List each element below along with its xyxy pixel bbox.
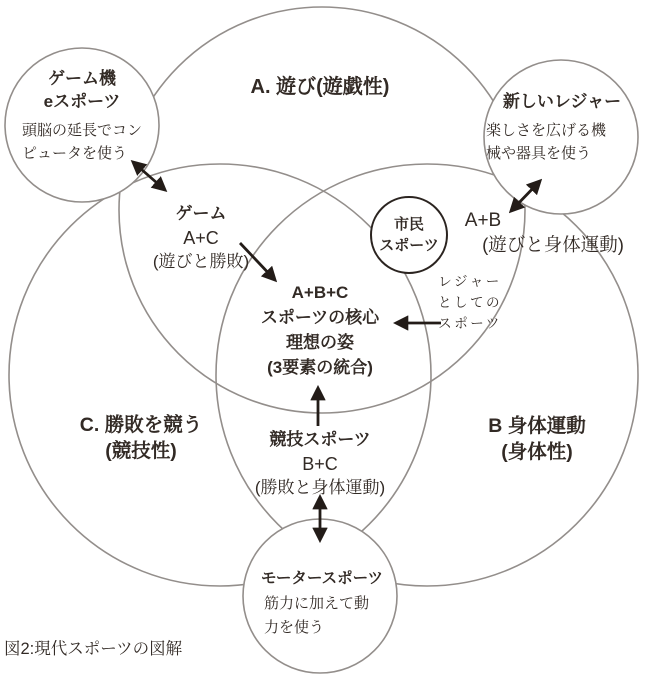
overlap-core-formula: A+B+C	[291, 283, 349, 302]
motor-sports-title: モータースポーツ	[261, 570, 383, 587]
overlap-core-line2: スポーツの核心	[260, 308, 380, 327]
new-leisure-title: 新しいレジャー	[502, 92, 622, 111]
motor-sports-desc	[264, 592, 369, 640]
overlap-core-line4: (3要素の統合)	[267, 358, 373, 377]
region-a-label: A. 遊び(遊戯性)	[250, 76, 390, 98]
region-c-line2: (競技性)	[105, 440, 177, 462]
new-leisure-desc	[486, 119, 606, 165]
game-machine-desc-line1: 頭脳の延長でコン	[22, 122, 143, 139]
overlap-game-formula: A+C	[183, 228, 219, 248]
game-machine-desc	[22, 119, 142, 165]
leisure-note-line1: レジャー	[438, 274, 502, 289]
citizen-sports-line1: 市民	[393, 216, 424, 233]
overlap-game-title: ゲーム	[175, 204, 227, 223]
new-leisure-desc-line2: 械や器具を使う	[486, 145, 592, 162]
overlap-ab-formula: A+B	[464, 210, 502, 231]
leisure-note-line3: スポーツ	[438, 316, 502, 331]
region-b-line1: B 身体運動	[488, 415, 586, 437]
leisure-note	[438, 271, 502, 334]
game-machine-desc-line2: ピュータを使う	[22, 145, 128, 162]
motor-sports-desc-line1: 筋力に加えて動	[264, 595, 370, 612]
new-leisure-desc-line1: 楽しさを広げる機	[486, 122, 607, 139]
leisure-note-line2: としての	[438, 295, 502, 310]
overlap-competitive-formula: B+C	[302, 454, 338, 474]
figure-caption: 図2:現代スポーツの図解	[4, 640, 183, 658]
region-b-line2: (身体性)	[501, 441, 573, 463]
overlap-game-label	[153, 202, 249, 274]
citizen-sports-line2: スポーツ	[379, 237, 439, 254]
region-c-line1: C. 勝敗を競う	[79, 414, 203, 436]
region-c-label	[80, 412, 202, 464]
game-machine-title-line2: eスポーツ	[43, 92, 121, 111]
overlap-competitive-label	[255, 428, 385, 500]
overlap-core-label	[261, 280, 379, 380]
motor-sports-desc-line2: 力を使う	[264, 619, 325, 636]
game-machine-title	[44, 67, 121, 113]
game-machine-title-line1: ゲーム機	[48, 69, 116, 88]
overlap-competitive-title: 競技スポーツ	[269, 430, 371, 449]
overlap-ab-note: (遊びと身体運動)	[482, 234, 624, 255]
region-b-label	[488, 413, 586, 465]
overlap-core-line3: 理想の姿	[285, 333, 354, 352]
overlap-competitive-note: (勝敗と身体運動)	[254, 478, 386, 497]
overlap-game-note: (遊びと勝敗)	[152, 252, 250, 271]
citizen-sports-label	[379, 214, 438, 256]
